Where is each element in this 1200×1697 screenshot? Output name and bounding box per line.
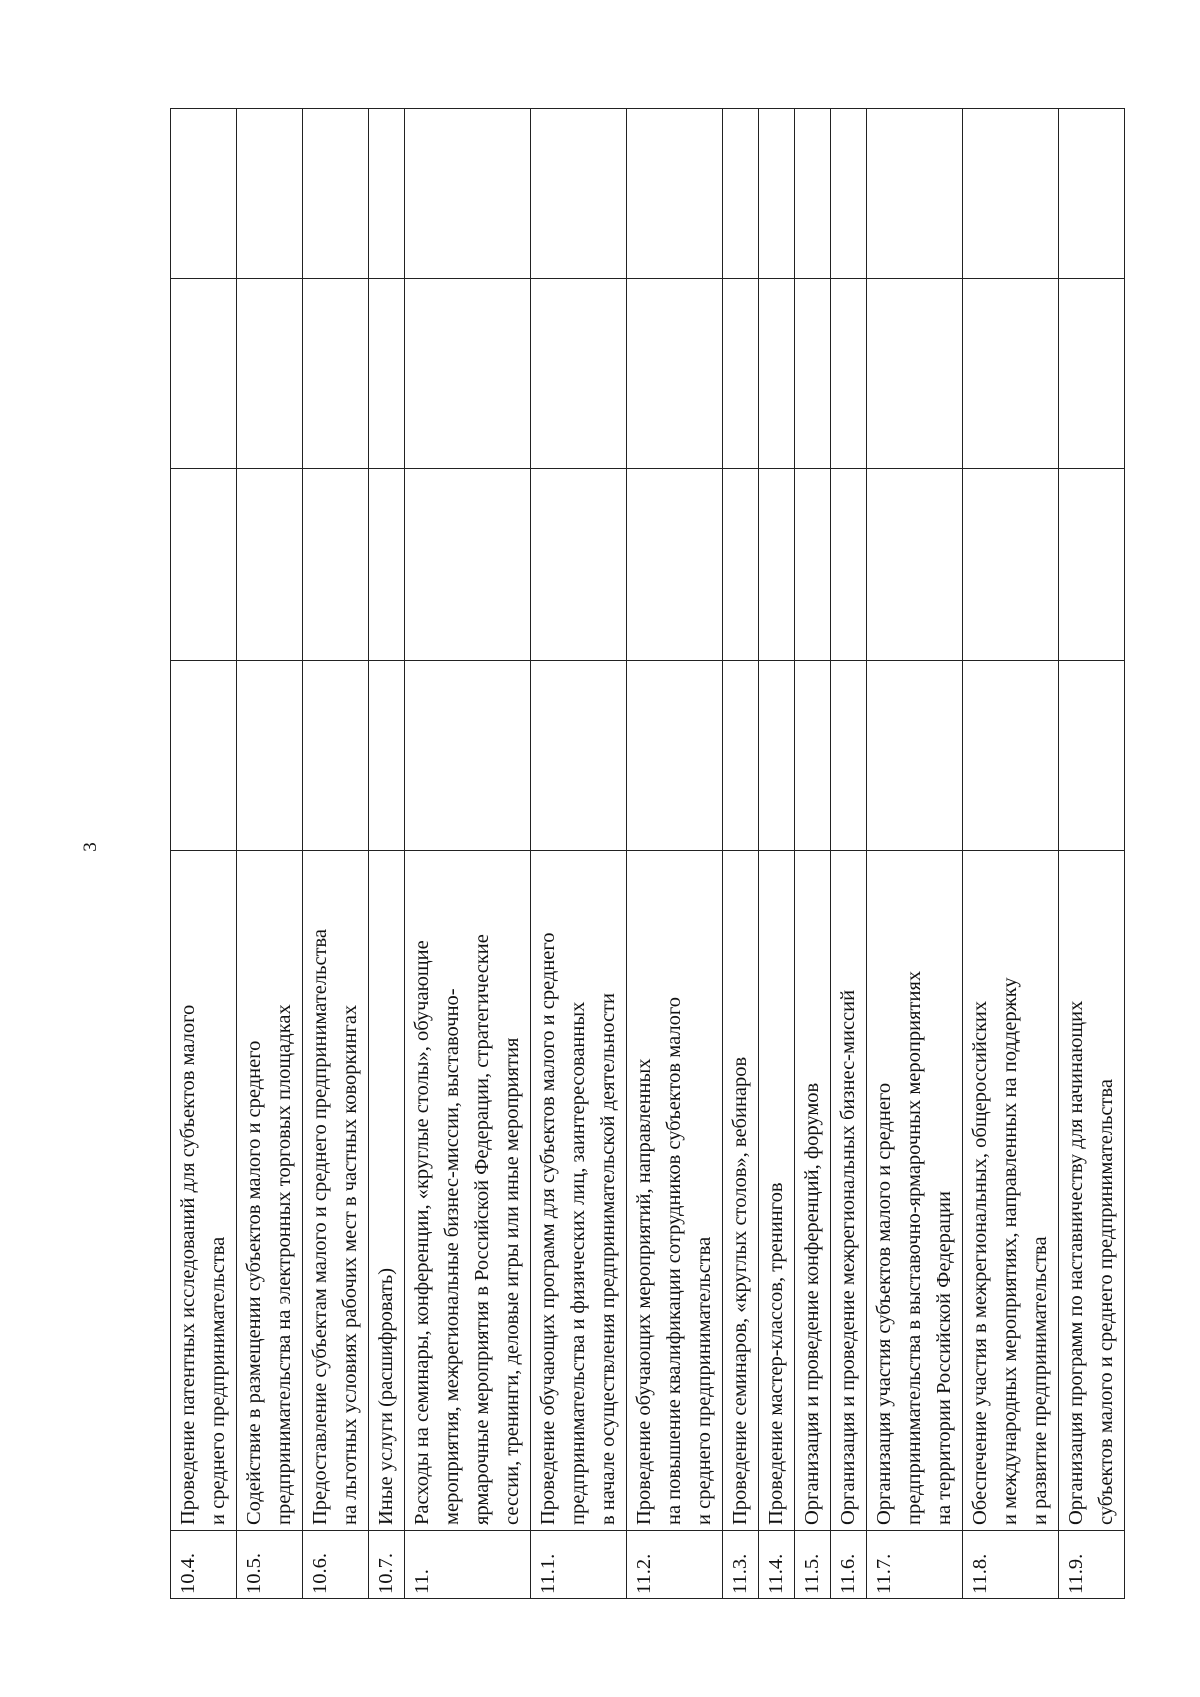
value-cell-2	[867, 469, 963, 661]
row-description	[627, 851, 723, 1531]
row-number: 11.3.	[723, 1531, 759, 1599]
value-cell-4	[963, 109, 1059, 279]
description-line: и среднего предпринимательства	[693, 1236, 715, 1525]
row-number: 11.4.	[759, 1531, 795, 1599]
value-cell-1	[795, 661, 831, 851]
description-line: Проведение семинаров, «круглых столов», вебинаров	[729, 1056, 751, 1525]
table-row	[963, 109, 1059, 1599]
description-line: Проведение обучающих мероприятий, направленных	[633, 1058, 655, 1525]
row-description	[867, 851, 963, 1531]
value-cell-3	[369, 279, 405, 469]
description-line: и среднего предпринимательства	[207, 1236, 229, 1525]
value-cell-4	[795, 109, 831, 279]
row-number: 11.	[405, 1531, 531, 1599]
value-cell-3	[963, 279, 1059, 469]
row-description	[1059, 851, 1125, 1531]
description-line: на льготных условиях рабочих мест в частных коворкингах	[339, 1004, 361, 1525]
value-cell-3	[405, 279, 531, 469]
row-description	[303, 851, 369, 1531]
row-number: 11.2.	[627, 1531, 723, 1599]
page-number: 3	[80, 842, 101, 852]
row-number: 11.8.	[963, 1531, 1059, 1599]
value-cell-2	[369, 469, 405, 661]
description-line: на территории Российской Федерации	[933, 1191, 955, 1525]
value-cell-1	[237, 661, 303, 851]
row-number: 10.4.	[171, 1531, 237, 1599]
description-line: Организация и проведение конференций, форумов	[801, 1082, 823, 1525]
value-cell-2	[405, 469, 531, 661]
description-line: Предоставление субъектам малого и среднего предпринимательства	[309, 928, 331, 1525]
value-cell-1	[171, 661, 237, 851]
value-cell-1	[867, 661, 963, 851]
row-description	[171, 851, 237, 1531]
row-number: 11.9.	[1059, 1531, 1125, 1599]
value-cell-1	[1059, 661, 1125, 851]
value-cell-3	[303, 279, 369, 469]
description-line: Организация программ по наставничеству для начинающих	[1065, 1000, 1087, 1525]
row-description	[831, 851, 867, 1531]
table-row	[405, 109, 531, 1599]
value-cell-4	[627, 109, 723, 279]
row-number: 11.7.	[867, 1531, 963, 1599]
row-number: 11.5.	[795, 1531, 831, 1599]
description-line: Проведение патентных исследований для субъектов малого	[177, 1004, 199, 1525]
value-cell-2	[723, 469, 759, 661]
value-cell-2	[831, 469, 867, 661]
row-description	[759, 851, 795, 1531]
value-cell-1	[723, 661, 759, 851]
value-cell-3	[1059, 279, 1125, 469]
description-line: Организация участия субъектов малого и среднего	[873, 1082, 895, 1525]
value-cell-4	[867, 109, 963, 279]
description-line: на повышение квалификации сотрудников субъектов малого	[663, 997, 685, 1525]
row-number: 10.5.	[237, 1531, 303, 1599]
value-cell-3	[759, 279, 795, 469]
table-row	[723, 109, 759, 1599]
table-row	[531, 109, 627, 1599]
table-row	[831, 109, 867, 1599]
value-cell-4	[405, 109, 531, 279]
value-cell-2	[531, 469, 627, 661]
value-cell-4	[759, 109, 795, 279]
description-line: предпринимательства на электронных торговых площадках	[273, 1004, 295, 1525]
table-row	[795, 109, 831, 1599]
value-cell-2	[171, 469, 237, 661]
description-line: сессии, тренинги, деловые игры или иные мероприятия	[501, 1037, 523, 1525]
table-row	[171, 109, 237, 1599]
description-line: Расходы на семинары, конференции, «круглые столы», обучающие	[411, 940, 433, 1525]
description-line: и развитие предпринимательства	[1029, 1236, 1051, 1525]
row-number: 11.1.	[531, 1531, 627, 1599]
table-row	[759, 109, 795, 1599]
table-row	[303, 109, 369, 1599]
row-description	[531, 851, 627, 1531]
value-cell-4	[723, 109, 759, 279]
description-line: Проведение обучающих программ для субъектов малого и среднего	[537, 932, 559, 1525]
value-cell-1	[759, 661, 795, 851]
table-body	[171, 109, 1125, 1599]
value-cell-2	[1059, 469, 1125, 661]
table-row	[237, 109, 303, 1599]
row-description	[795, 851, 831, 1531]
value-cell-4	[171, 109, 237, 279]
value-cell-1	[405, 661, 531, 851]
value-cell-4	[303, 109, 369, 279]
table-row	[1059, 109, 1125, 1599]
value-cell-2	[963, 469, 1059, 661]
value-cell-4	[237, 109, 303, 279]
row-description	[963, 851, 1059, 1531]
value-cell-1	[963, 661, 1059, 851]
value-cell-1	[627, 661, 723, 851]
value-cell-4	[369, 109, 405, 279]
value-cell-2	[627, 469, 723, 661]
value-cell-2	[303, 469, 369, 661]
value-cell-2	[237, 469, 303, 661]
description-line: Содействие в размещении субъектов малого и среднего	[243, 1040, 265, 1525]
description-line: Организация и проведение межрегиональных бизнес-миссий	[837, 989, 859, 1525]
table-row	[369, 109, 405, 1599]
value-cell-4	[831, 109, 867, 279]
description-line: ярмарочные мероприятия в Российской Федерации, стратегические	[471, 934, 493, 1525]
description-line: Иные услуги (расшифровать)	[375, 1267, 397, 1525]
value-cell-1	[831, 661, 867, 851]
value-cell-3	[531, 279, 627, 469]
row-description	[237, 851, 303, 1531]
table-row	[627, 109, 723, 1599]
description-line: мероприятия, межрегиональные бизнес-миссии, выставочно-	[441, 988, 463, 1525]
row-number: 11.6.	[831, 1531, 867, 1599]
row-description	[405, 851, 531, 1531]
value-cell-4	[531, 109, 627, 279]
description-line: и международных мероприятиях, направленных на поддержку	[999, 977, 1021, 1525]
description-line: Обеспечение участия в межрегиональных, общероссийских	[969, 1000, 991, 1525]
table-row	[867, 109, 963, 1599]
value-cell-3	[723, 279, 759, 469]
row-number: 10.6.	[303, 1531, 369, 1599]
value-cell-3	[867, 279, 963, 469]
value-cell-2	[795, 469, 831, 661]
row-number: 10.7.	[369, 1531, 405, 1599]
value-cell-4	[1059, 109, 1125, 279]
value-cell-3	[171, 279, 237, 469]
value-cell-3	[237, 279, 303, 469]
expense-table	[170, 108, 1125, 1599]
row-description	[723, 851, 759, 1531]
value-cell-1	[531, 661, 627, 851]
value-cell-3	[831, 279, 867, 469]
value-cell-2	[759, 469, 795, 661]
description-line: предпринимательства в выставочно-ярмарочных мероприятиях	[903, 970, 925, 1525]
description-line: в начале осуществления предпринимательской деятельности	[597, 993, 619, 1525]
value-cell-1	[303, 661, 369, 851]
description-line: Проведение мастер-классов, тренингов	[765, 1182, 787, 1525]
value-cell-3	[627, 279, 723, 469]
row-description	[369, 851, 405, 1531]
value-cell-3	[795, 279, 831, 469]
description-line: субъектов малого и среднего предпринимательства	[1095, 1079, 1117, 1525]
description-line: предпринимательства и физических лиц, заинтересованных	[567, 1001, 589, 1525]
value-cell-1	[369, 661, 405, 851]
